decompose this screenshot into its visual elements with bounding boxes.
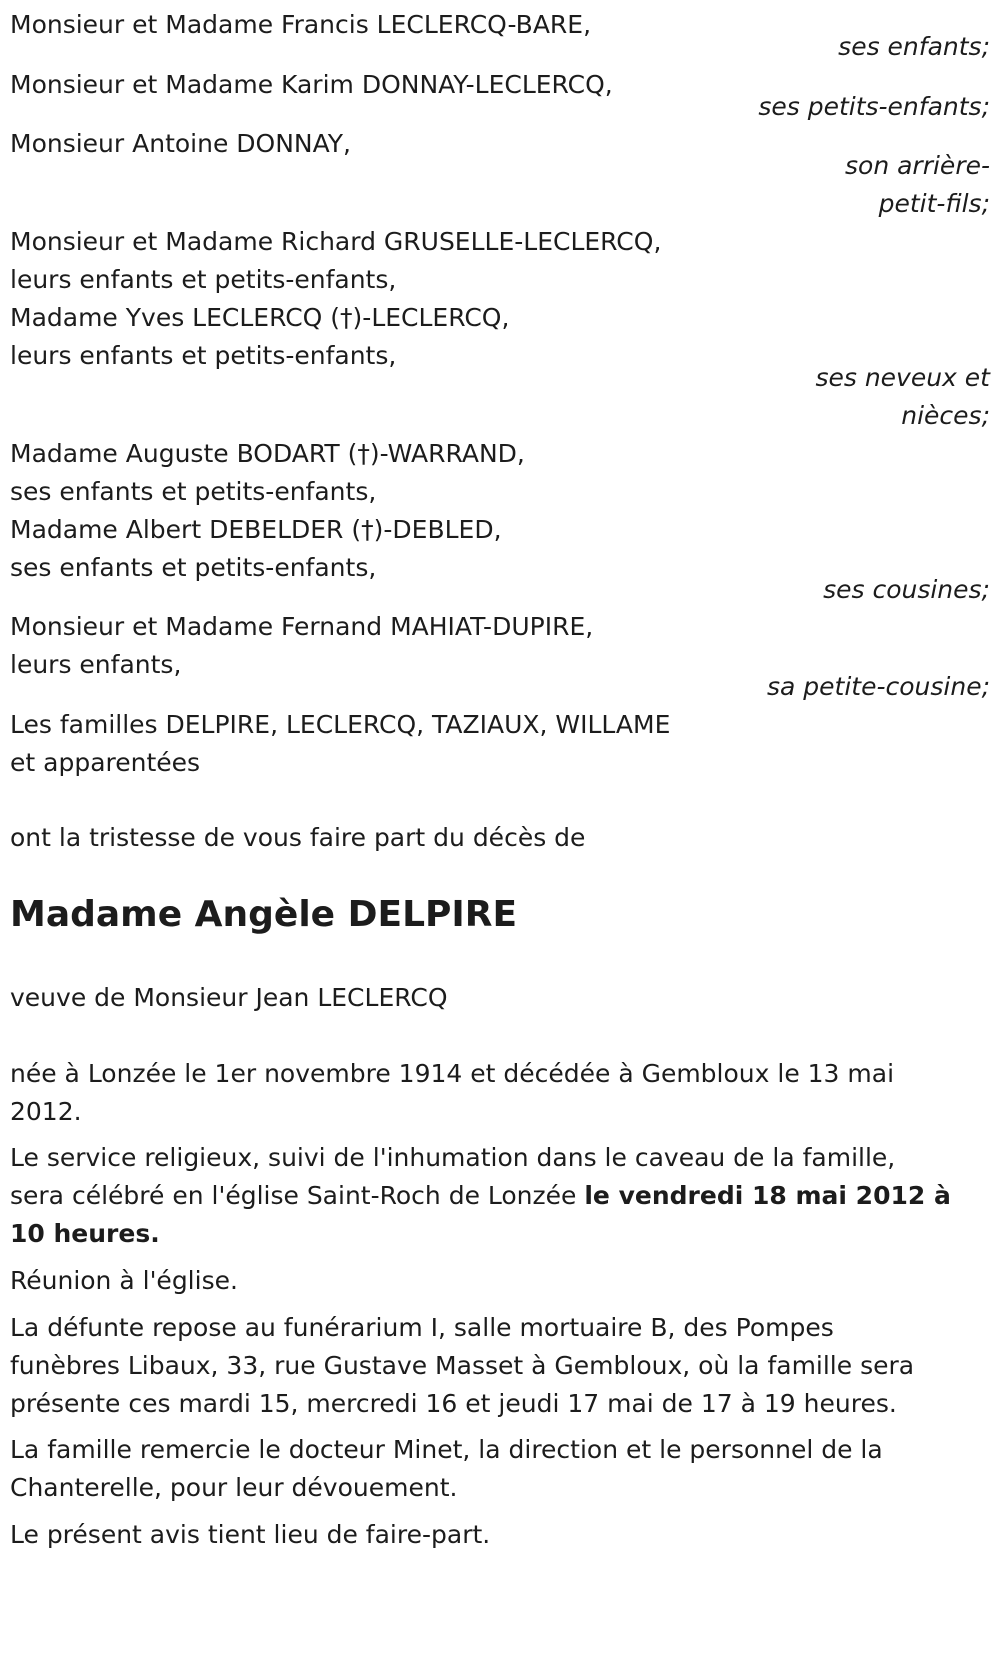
- relation-label: nièces;: [901, 401, 990, 430]
- thanks-line: La famille remercie le docteur Minet, la direction et le personnel de la: [10, 1435, 883, 1464]
- family-line: Les familles DELPIRE, LECLERCQ, TAZIAUX, WILLAME: [10, 710, 671, 739]
- family-line: Monsieur et Madame Francis LECLERCQ-BARE,: [10, 10, 592, 39]
- relation-label: sa petite-cousine;: [767, 672, 990, 701]
- relation-label: ses neveux et: [815, 363, 990, 392]
- announcement-text: ont la tristesse de vous faire part du décès de: [10, 823, 586, 852]
- service-line: [10, 1176, 951, 1216]
- family-line: Monsieur Antoine DONNAY,: [10, 129, 352, 158]
- service-text: sera célébré en l'église Saint-Roch de Lonzée: [10, 1181, 585, 1210]
- family-line: ses enfants et petits-enfants,: [10, 553, 377, 582]
- service-line: [10, 1214, 160, 1254]
- thanks-line: Chanterelle, pour leur dévouement.: [10, 1473, 458, 1502]
- service-line: Le service religieux, suivi de l'inhumation dans le caveau de la famille,: [10, 1143, 896, 1172]
- family-line: ses enfants et petits-enfants,: [10, 477, 377, 506]
- family-line: Madame Auguste BODART (†)-WARRAND,: [10, 439, 525, 468]
- relation-label: ses enfants;: [838, 32, 990, 61]
- family-line: Madame Yves LECLERCQ (†)-LECLERCQ,: [10, 303, 510, 332]
- birth-death-line: 2012.: [10, 1097, 82, 1126]
- relation-label: petit-fils;: [878, 189, 990, 218]
- family-line: Monsieur et Madame Richard GRUSELLE-LECLERCQ,: [10, 227, 662, 256]
- family-line: leurs enfants,: [10, 650, 182, 679]
- repose-line: présente ces mardi 15, mercredi 16 et jeudi 17 mai de 17 à 19 heures.: [10, 1389, 897, 1418]
- family-line: Madame Albert DEBELDER (†)-DEBLED,: [10, 515, 502, 544]
- repose-line: La défunte repose au funérarium I, salle mortuaire B, des Pompes: [10, 1313, 834, 1342]
- relation-label: ses cousines;: [823, 575, 990, 604]
- relation-label: son arrière-: [845, 151, 990, 180]
- family-line: leurs enfants et petits-enfants,: [10, 265, 397, 294]
- family-line: Monsieur et Madame Fernand MAHIAT-DUPIRE,: [10, 612, 594, 641]
- service-time-bold: 10 heures.: [10, 1219, 160, 1248]
- service-date-bold: le vendredi 18 mai 2012 à: [584, 1181, 951, 1210]
- family-line: Monsieur et Madame Karim DONNAY-LECLERCQ,: [10, 70, 613, 99]
- relation-label: ses petits-enfants;: [758, 92, 990, 121]
- repose-line: funèbres Libaux, 33, rue Gustave Masset à Gembloux, où la famille sera: [10, 1351, 915, 1380]
- widow-of-text: veuve de Monsieur Jean LECLERCQ: [10, 983, 448, 1012]
- family-line: et apparentées: [10, 748, 201, 777]
- family-line: leurs enfants et petits-enfants,: [10, 341, 397, 370]
- deceased-name: Madame Angèle DELPIRE: [10, 894, 518, 935]
- closing-text: Le présent avis tient lieu de faire-part.: [10, 1520, 491, 1549]
- birth-death-line: née à Lonzée le 1er novembre 1914 et décédée à Gembloux le 13 mai: [10, 1059, 895, 1088]
- meeting-text: Réunion à l'église.: [10, 1266, 238, 1295]
